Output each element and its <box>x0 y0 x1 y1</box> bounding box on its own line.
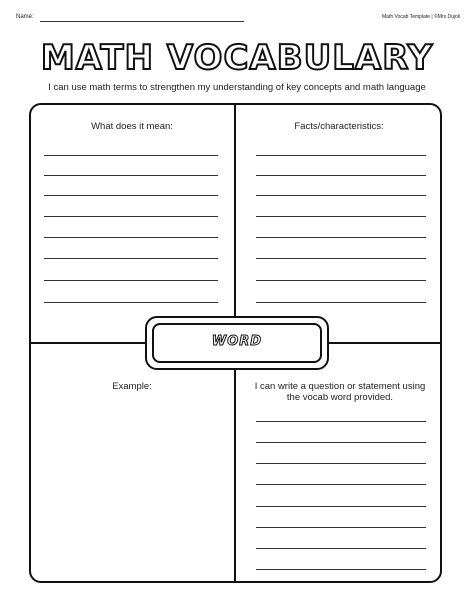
example-label: Example: <box>112 381 152 392</box>
definition-label: What does it mean: <box>91 121 173 132</box>
learning-goal: I can use math terms to strengthen my understanding of key concepts and math language <box>48 82 426 93</box>
word-box[interactable] <box>145 316 329 370</box>
header-row <box>14 10 460 24</box>
name-label: Name: <box>16 14 34 20</box>
word-box-inner-border <box>152 323 322 363</box>
template-credit: Math Vocab Template | ©Mrs Dujoli <box>382 14 460 20</box>
question-writing-lines[interactable] <box>256 421 426 571</box>
definition-writing-lines[interactable] <box>44 155 218 315</box>
name-write-line[interactable] <box>40 21 244 22</box>
page-title: MATH VOCABULARY <box>40 38 434 78</box>
example-drawing-area[interactable] <box>32 396 232 576</box>
question-label: I can write a question or statement using the vocab word provided. <box>254 381 426 403</box>
word-label: WORD <box>211 334 263 349</box>
facts-label: Facts/characteristics: <box>294 121 384 132</box>
facts-writing-lines[interactable] <box>256 155 426 315</box>
